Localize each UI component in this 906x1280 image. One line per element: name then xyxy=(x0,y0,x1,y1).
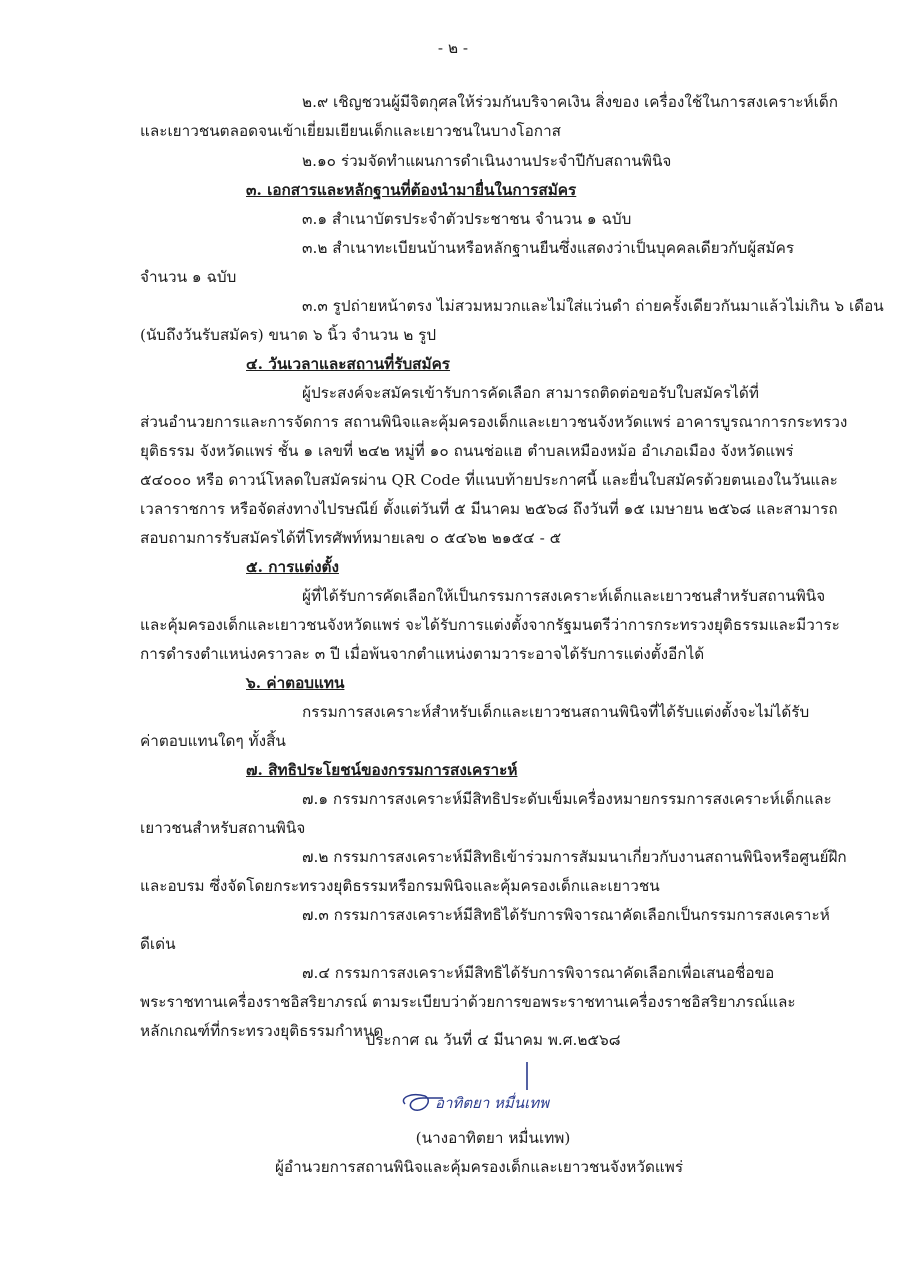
handwritten-signature xyxy=(395,1058,585,1134)
item-7-1-line1: ๗.๑ กรรมการสงเคราะห์มีสิทธิประดับเข็มเครื่องหมายกรรมการสงเคราะห์เด็กและ xyxy=(302,790,832,808)
section-4-para-line6: สอบถามการรับสมัครได้ที่โทรศัพท์หมายเลข ๐ ๕๔๖๒ ๒๑๕๔ - ๕ xyxy=(140,529,562,547)
item-3-1: ๓.๑ สำเนาบัตรประจำตัวประชาชน จำนวน ๑ ฉบับ xyxy=(302,210,632,228)
section-4-para-line5: เวลาราชการ หรือจัดส่งทางไปรษณีย์ ตั้งแต่วันที่ ๕ มีนาคม ๒๕๖๘ ถึงวันที่ ๑๕ เมษายน ๒๕๖๘ และสามารถ xyxy=(140,500,838,518)
section-4-para-line3: ยุติธรรม จังหวัดแพร่ ชั้น ๑ เลขที่ ๒๔๒ หมู่ที่ ๑๐ ถนนช่อแฮ ตำบลเหมืองหม้อ อำเภอเมือง จังหวัดแพร่ xyxy=(140,442,794,460)
section-4-para-line1: ผู้ประสงค์จะสมัครเข้ารับการคัดเลือก สามารถติดต่อขอรับใบสมัครได้ที่ xyxy=(302,384,759,402)
announcement-date: ประกาศ ณ วันที่ ๔ มีนาคม พ.ศ.๒๕๖๘ xyxy=(365,1031,621,1049)
item-7-2-line1: ๗.๒ กรรมการสงเคราะห์มีสิทธิเข้าร่วมการสัมมนาเกี่ยวกับงานสถานพินิจหรือศูนย์ฝึก xyxy=(302,848,847,866)
item-2-9-line2: และเยาวชนตลอดจนเข้าเยี่ยมเยียนเด็กและเยาวชนในบางโอกาส xyxy=(140,122,562,140)
item-7-3-line1: ๗.๓ กรรมการสงเคราะห์มีสิทธิได้รับการพิจารณาคัดเลือกเป็นกรรมการสงเคราะห์ xyxy=(302,906,830,924)
item-3-2-line1: ๓.๒ สำเนาทะเบียนบ้านหรือหลักฐานยืนซึ่งแสดงว่าเป็นบุคคลเดียวกับผู้สมัคร xyxy=(302,239,795,257)
section-4-para-line2: ส่วนอำนวยการและการจัดการ สถานพินิจและคุ้มครองเด็กและเยาวชนจังหวัดแพร่ อาคารบูรณาการกระทรวง xyxy=(140,413,848,431)
section-6-heading: ๖. ค่าตอบแทน xyxy=(246,674,345,692)
item-7-3-line2: ดีเด่น xyxy=(140,935,176,953)
item-7-4-line1: ๗.๔ กรรมการสงเคราะห์มีสิทธิได้รับการพิจารณาคัดเลือกเพื่อเสนอชื่อขอ xyxy=(302,964,775,982)
item-7-4-line3: หลักเกณฑ์ที่กระทรวงยุติธรรมกำหนด xyxy=(140,1022,384,1040)
section-5-para-line1: ผู้ที่ได้รับการคัดเลือกให้เป็นกรรมการสงเคราะห์เด็กและเยาวชนสำหรับสถานพินิจ xyxy=(302,587,826,605)
section-5-para-line2: และคุ้มครองเด็กและเยาวชนจังหวัดแพร่ จะได้รับการแต่งตั้งจากรัฐมนตรีว่าการกระทรวงยุติธรรมและมีวาระ xyxy=(140,616,840,634)
section-5-heading: ๕. การแต่งตั้ง xyxy=(246,558,339,576)
signature-script: อาทิตยา หมื่นเทพ xyxy=(435,1094,549,1112)
page-number: - ๒ - xyxy=(437,39,469,57)
item-7-2-line2: และอบรม ซึ่งจัดโดยกระทรวงยุติธรรมหรือกรมพินิจและคุ้มครองเด็กและเยาวชน xyxy=(140,877,660,895)
signer-name: (นางอาทิตยา หมื่นเทพ) xyxy=(415,1129,571,1147)
section-4-para-line4: ๕๔๐๐๐ หรือ ดาวน์โหลดใบสมัครผ่าน QR Code ที่แนบท้ายประกาศนี้ และยื่นใบสมัครด้วยตนเองในวันและ xyxy=(140,471,838,489)
item-7-4-line2: พระราชทานเครื่องราชอิสริยาภรณ์ ตามระเบียบว่าด้วยการขอพระราชทานเครื่องราชอิสริยาภรณ์และ xyxy=(140,993,796,1011)
item-7-1-line2: เยาวชนสำหรับสถานพินิจ xyxy=(140,819,306,837)
item-2-10: ๒.๑๐ ร่วมจัดทำแผนการดำเนินงานประจำปีกับสถานพินิจ xyxy=(302,152,672,170)
section-6-para-line1: กรรมการสงเคราะห์สำหรับเด็กและเยาวชนสถานพินิจที่ได้รับแต่งตั้งจะไม่ได้รับ xyxy=(302,703,810,721)
section-5-para-line3: การดำรงตำแหน่งคราวละ ๓ ปี เมื่อพ้นจากตำแหน่งตามวาระอาจได้รับการแต่งตั้งอีกได้ xyxy=(140,645,705,663)
section-7-heading: ๗. สิทธิประโยชน์ของกรรมการสงเคราะห์ xyxy=(246,761,518,779)
item-3-3-line1: ๓.๓ รูปถ่ายหน้าตรง ไม่สวมหมวกและไม่ใส่แว่นดำ ถ่ายครั้งเดียวกันมาแล้วไม่เกิน ๖ เดือน xyxy=(302,297,884,315)
section-4-heading: ๔. วันเวลาและสถานที่รับสมัคร xyxy=(246,355,451,373)
item-3-2-line2: จำนวน ๑ ฉบับ xyxy=(140,268,237,286)
item-2-9-line1: ๒.๙ เชิญชวนผู้มีจิตกุศลให้ร่วมกันบริจาคเงิน สิ่งของ เครื่องใช้ในการสงเคราะห์เด็ก xyxy=(302,93,839,111)
signer-title: ผู้อำนวยการสถานพินิจและคุ้มครองเด็กและเยาวชนจังหวัดแพร่ xyxy=(274,1158,684,1176)
section-6-para-line2: ค่าตอบแทนใดๆ ทั้งสิ้น xyxy=(140,732,286,750)
item-3-3-line2: (นับถึงวันรับสมัคร) ขนาด ๖ นิ้ว จำนวน ๒ รูป xyxy=(140,326,437,344)
section-3-heading: ๓. เอกสารและหลักฐานที่ต้องนำมายื่นในการสมัคร xyxy=(246,181,577,199)
